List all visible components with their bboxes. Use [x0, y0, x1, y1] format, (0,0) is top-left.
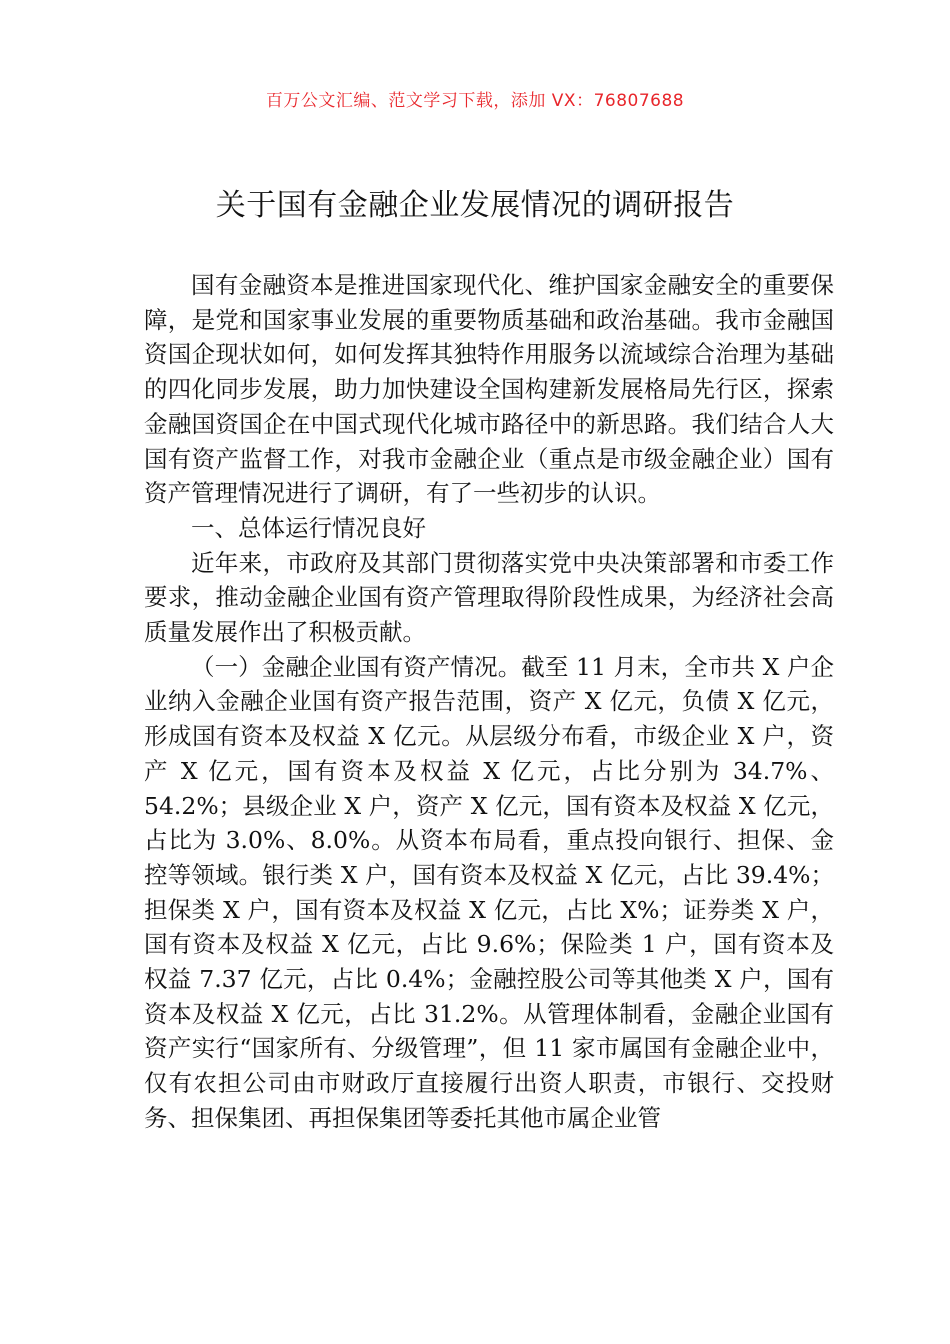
document-body — [144, 268, 834, 1136]
page-title: 关于国有金融企业发展情况的调研报告 — [215, 188, 735, 223]
paragraph-overview: 近年来，市政府及其部门贯彻落实党中央决策部署和市委工作要求，推动金融企业国有资产管理取得阶段性成果，为经济社会高质量发展作出了积极贡献。 — [144, 548, 834, 647]
paragraph-intro: 国有金融资本是推进国家现代化、维护国家金融安全的重要保障，是党和国家事业发展的重要物质基础和政治基础。我市金融国资国企现状如何，如何发挥其独特作用服务以流域综合治理为基础的四化同步发展，助力加快建设全国构建新发展格局先行区，探索金融国资国企在中国式现代化城市路径中的新思路。我们结合人大国有资产监督工作，对我市金融企业（重点是市级金融企业）国有资产管理情况进行了调研，有了一些初步的认识。 — [144, 271, 834, 508]
section-heading-1: 一、总体运行情况良好 — [191, 513, 426, 542]
header-promo-note: 百万公文汇编、范文学习下载，添加 VX：76807688 — [265, 91, 685, 111]
paragraph-assets: （一）金融企业国有资产情况。截至 11 月末，全市共 X 户企业纳入金融企业国有资产报告范围，资产 X 亿元，负债 X 亿元，形成国有资本及权益 X 亿元。从层级分布看，市级企业 X 户，资产 X 亿元，国有资本及权益 X 亿元，占比分别为 34.7%、54.2%；县级企业 X 户，资产 X 亿元，国有资本及权益 X 亿元，占比为 3.0%、8.0%。从资本布局看，重点投向银行、担保、金控等领域。银行类 X 户，国有资本及权益 X 亿元，占比 39.4%；担保类 X 户，国有资本及权益 X 亿元，占比 X%；证券类 X 户，国有资本及权益 X 亿元，占比 9.6%；保险类 1 户，国有资本及权益 7.37 亿元，占比 0.4%；金融控股公司等其他类 X 户，国有资本及权益 X 亿元，占比 31.2%。从管理体制看，金融企业国有资产实行“国家所有、分级管理”，但 11 家市属国有金融企业中，仅有农担公司由市财政厅直接履行出资人职责，市银行、交投财务、担保集团、再担保集团等委托其他市属企业管 — [144, 652, 834, 1132]
